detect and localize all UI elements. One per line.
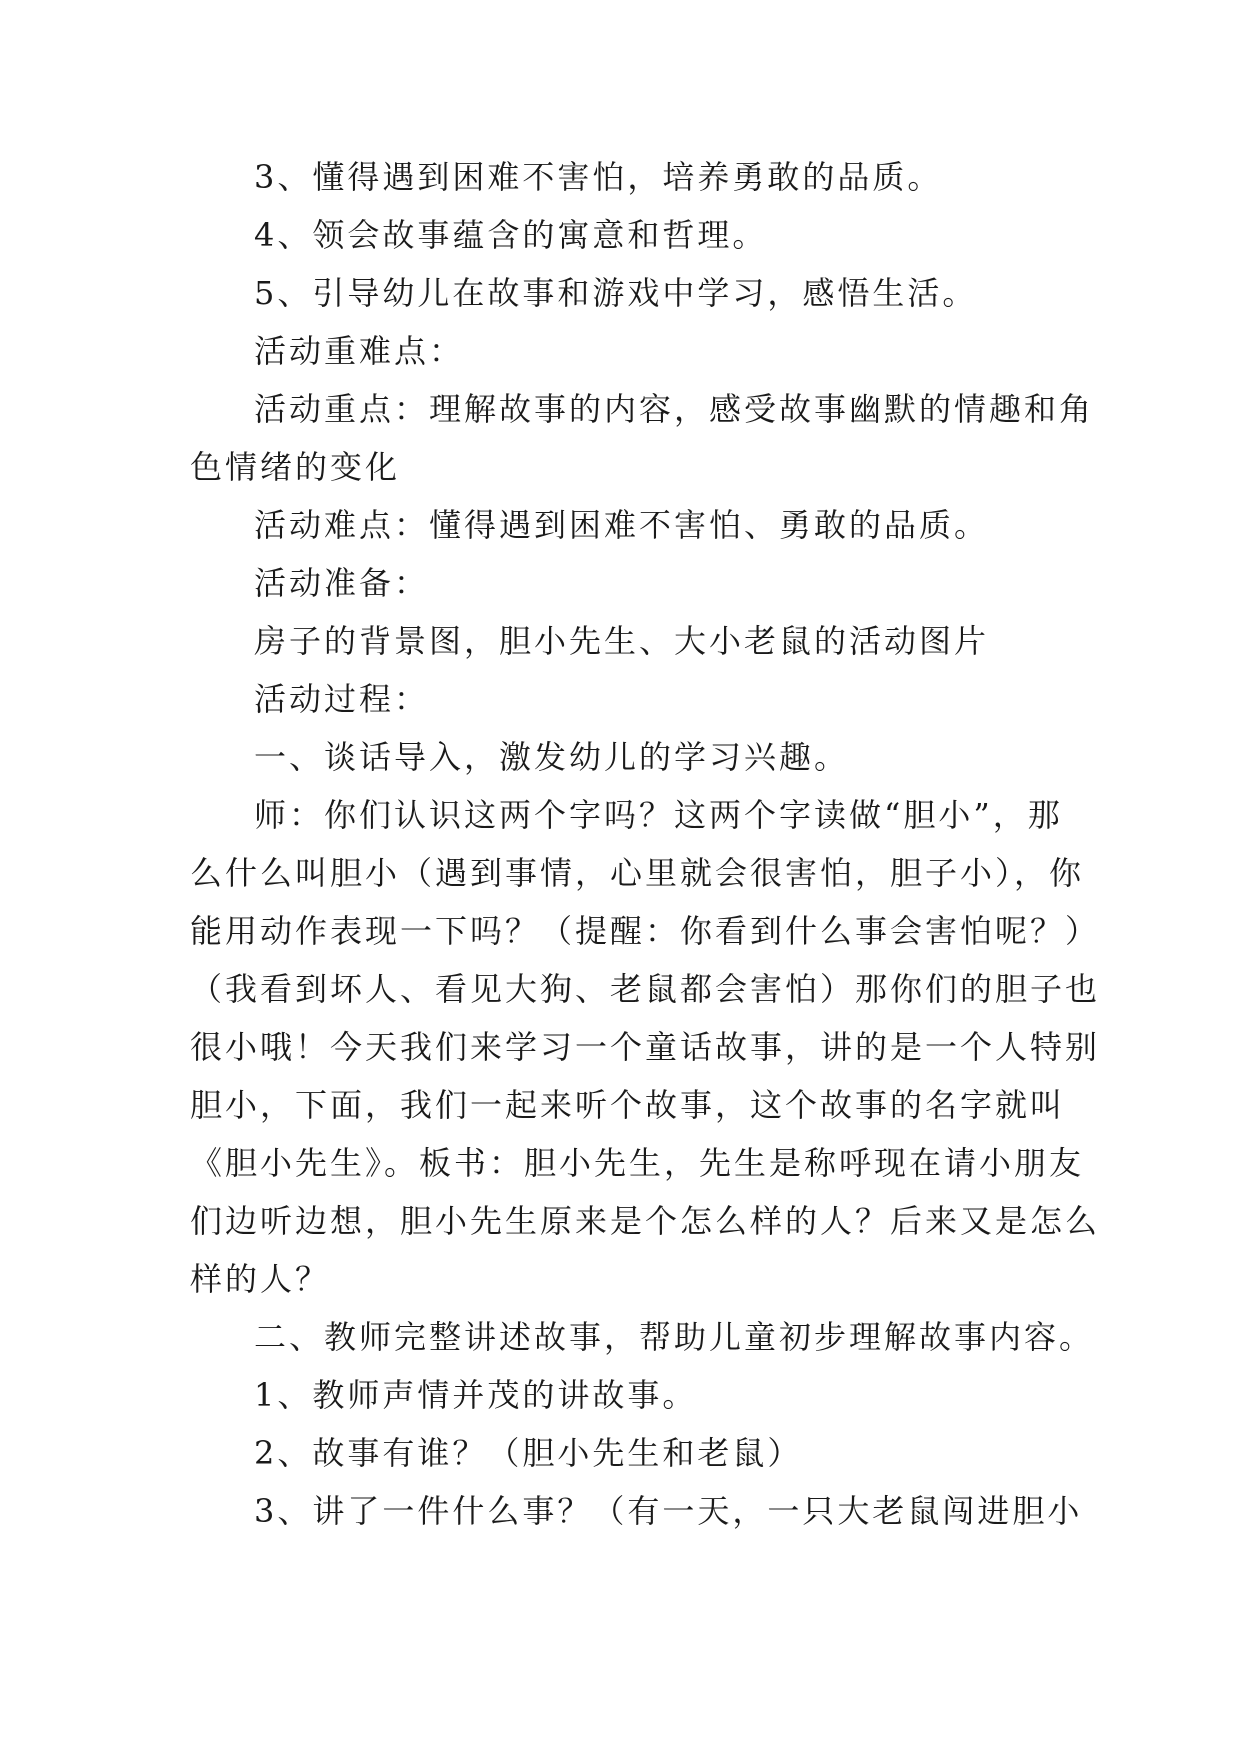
text-line: 房子的背景图，胆小先生、大小老鼠的活动图片 — [254, 622, 990, 660]
document-body — [190, 148, 1101, 1540]
text-line: 样的人？ — [190, 1260, 331, 1298]
text-line: 1、教师声情并茂的讲故事。 — [254, 1376, 698, 1414]
section-heading: 活动重难点： — [254, 332, 465, 370]
text-line: 3、讲了一件什么事？（有一天，一只大老鼠闯进胆小 — [254, 1492, 1083, 1530]
text-line: 们边听边想，胆小先生原来是个怎么样的人？后来又是怎么 — [190, 1202, 1101, 1240]
text-line: （我看到坏人、看见大狗、老鼠都会害怕）那你们的胆子也 — [190, 970, 1101, 1008]
text-line: 色情绪的变化 — [190, 448, 401, 486]
text-line: 活动重点：理解故事的内容，感受故事幽默的情趣和角 — [254, 390, 1095, 428]
text-line: 5、引导幼儿在故事和游戏中学习，感悟生活。 — [254, 274, 978, 312]
text-line: 师：你们认识这两个字吗？这两个字读做“胆小”，那 — [254, 796, 1063, 834]
section-heading: 活动过程： — [254, 680, 430, 718]
text-line: 二、教师完整讲述故事，帮助儿童初步理解故事内容。 — [254, 1318, 1095, 1356]
text-line: 很小哦！今天我们来学习一个童话故事，讲的是一个人特别 — [190, 1028, 1101, 1066]
text-line: 胆小，下面，我们一起来听个故事，这个故事的名字就叫 — [190, 1086, 1066, 1124]
text-line: 4、领会故事蕴含的寓意和哲理。 — [254, 216, 768, 254]
text-line: 2、故事有谁？（胆小先生和老鼠） — [254, 1434, 803, 1472]
text-line: 一、谈话导入，激发幼儿的学习兴趣。 — [254, 738, 850, 776]
text-line: 活动难点：懂得遇到困难不害怕、勇敢的品质。 — [254, 506, 990, 544]
text-line: 《胆小先生》。板书：胆小先生，先生是称呼现在请小朋友 — [190, 1144, 1085, 1182]
text-line: 3、懂得遇到困难不害怕，培养勇敢的品质。 — [254, 158, 943, 196]
section-heading: 活动准备： — [254, 564, 430, 602]
text-line: 能用动作表现一下吗？（提醒：你看到什么事会害怕呢？） — [190, 912, 1101, 950]
text-line: 么什么叫胆小（遇到事情，心里就会很害怕，胆子小），你 — [190, 854, 1085, 892]
